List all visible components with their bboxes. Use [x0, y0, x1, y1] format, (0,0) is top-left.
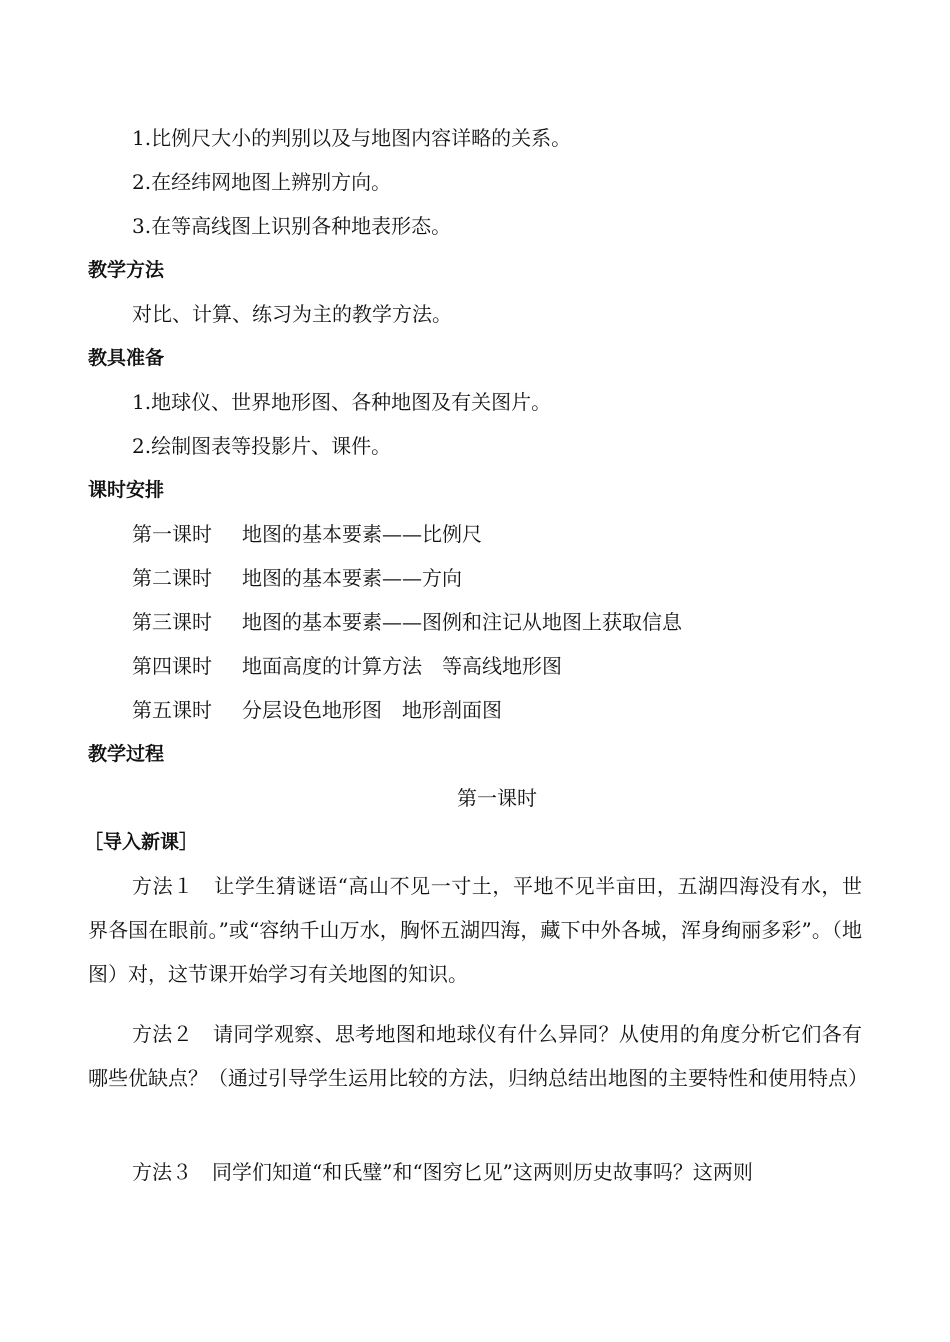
process-heading: 教学过程	[88, 743, 165, 765]
intro-paragraph-2: 方法２ 请同学观察、思考地图和地球仪有什么异同？从使用的角度分析它们各有哪些优缺点？（通过引导学生运用比较的方法，归纳总结出地图的主要特性和使用特点）	[88, 1022, 868, 1090]
schedule-content: 地面高度的计算方法 等高线地形图	[242, 654, 562, 678]
teaching-method-text: 对比、计算、练习为主的教学方法。	[132, 302, 452, 326]
schedule-period: 第三课时	[132, 610, 212, 634]
schedule-row	[132, 654, 907, 678]
schedule-content: 地图的基本要素——比例尺	[242, 522, 482, 546]
schedule-row	[132, 566, 907, 590]
difficulty-item-3: 3.在等高线图上识别各种地表形态。	[132, 214, 452, 238]
schedule-content: 分层设色地形图 地形剖面图	[242, 698, 502, 722]
intro-paragraph-3: 方法３ 同学们知道“和氏璧”和“图穷匕见”这两则历史故事吗？这两则	[132, 1160, 753, 1184]
schedule-period: 第二课时	[132, 566, 212, 590]
teaching-tools-heading: 教具准备	[88, 347, 165, 369]
teaching-method-heading: 教学方法	[88, 259, 165, 281]
schedule-row	[132, 522, 907, 546]
schedule-period: 第五课时	[132, 698, 212, 722]
schedule-heading: 课时安排	[88, 479, 165, 501]
schedule-period: 第四课时	[132, 654, 212, 678]
difficulty-item-1: 1.比例尺大小的判别以及与地图内容详略的关系。	[132, 126, 572, 150]
schedule-content: 地图的基本要素——图例和注记从地图上获取信息	[242, 610, 682, 634]
schedule-row	[132, 698, 907, 722]
schedule-row	[132, 610, 907, 634]
schedule-content: 地图的基本要素——方向	[242, 566, 462, 590]
teaching-tools-item-1: 1.地球仪、世界地形图、各种地图及有关图片。	[132, 390, 552, 414]
schedule-period: 第一课时	[132, 522, 212, 546]
difficulty-item-2: 2.在经纬网地图上辨别方向。	[132, 170, 392, 194]
lesson-title: 第一课时	[457, 786, 537, 810]
intro-paragraph-1: 方法１ 让学生猜谜语“高山不见一寸土，平地不见半亩田，五湖四海没有水，世界各国在眼前。”或“容纳千山万水，胸怀五湖四海，藏下中外各城，浑身绚丽多彩”。（地图）对，这节课开始学习有关地图的知识。	[88, 874, 862, 986]
teaching-tools-item-2: 2.绘制图表等投影片、课件。	[132, 434, 392, 458]
intro-heading: ［导入新课］	[84, 831, 199, 853]
